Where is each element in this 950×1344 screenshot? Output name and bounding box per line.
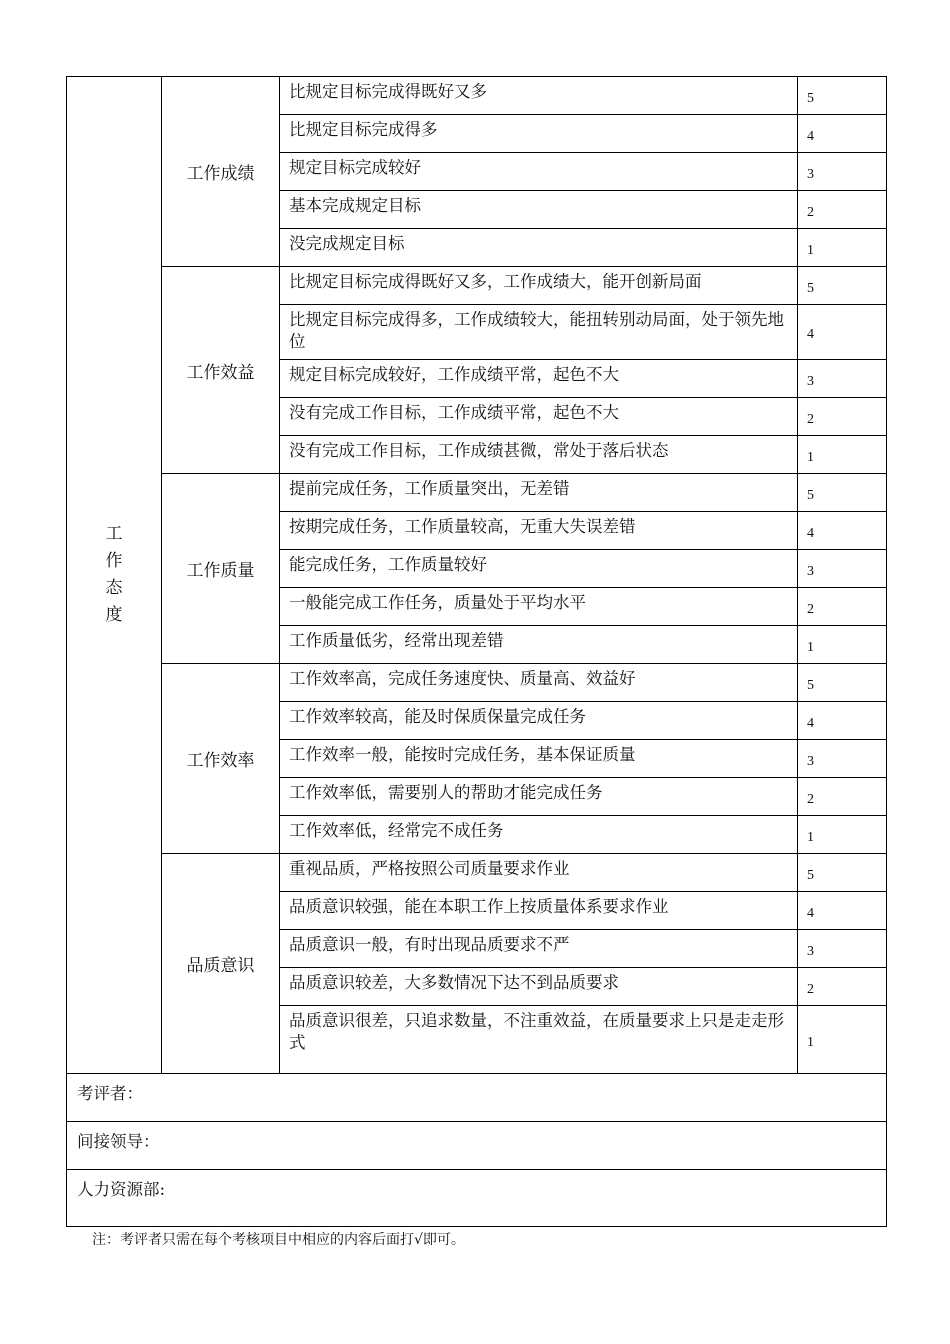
criterion-description: 比规定目标完成得多，工作成绩较大，能扭转别动局面，处于领先地位 (280, 305, 798, 360)
criterion-description: 品质意识一般，有时出现品质要求不严 (280, 930, 798, 968)
score-cell[interactable]: 1 (798, 436, 887, 474)
score-cell[interactable]: 1 (798, 816, 887, 854)
criterion-description: 重视品质，严格按照公司质量要求作业 (280, 854, 798, 892)
criterion-description: 能完成任务，工作质量较好 (280, 550, 798, 588)
score-cell[interactable]: 2 (798, 588, 887, 626)
criterion-description: 工作效率高，完成任务速度快、质量高、效益好 (280, 664, 798, 702)
footnote: 注：考评者只需在每个考核项目中相应的内容后面打√即可。 (92, 1232, 465, 1248)
table-row (67, 267, 887, 305)
criterion-description: 工作效率较高，能及时保质保量完成任务 (280, 702, 798, 740)
score-cell[interactable]: 1 (798, 229, 887, 267)
group-name: 工作效率 (162, 664, 280, 854)
score-cell[interactable]: 3 (798, 153, 887, 191)
criterion-description: 工作质量低劣，经常出现差错 (280, 626, 798, 664)
group-name: 品质意识 (162, 854, 280, 1074)
criterion-description: 品质意识较差，大多数情况下达不到品质要求 (280, 968, 798, 1006)
signature-field[interactable]: 考评者： (67, 1074, 887, 1122)
category-char: 态 (105, 578, 123, 598)
score-cell[interactable]: 4 (798, 702, 887, 740)
score-cell[interactable]: 4 (798, 512, 887, 550)
group-name: 工作质量 (162, 474, 280, 664)
group-name: 工作成绩 (162, 77, 280, 267)
criterion-description: 没有完成工作目标，工作成绩甚微，常处于落后状态 (280, 436, 798, 474)
criterion-description: 工作效率低，需要别人的帮助才能完成任务 (280, 778, 798, 816)
criterion-description: 工作效率低，经常完不成任务 (280, 816, 798, 854)
score-cell[interactable]: 2 (798, 191, 887, 229)
criterion-description: 比规定目标完成得既好又多，工作成绩大，能开创新局面 (280, 267, 798, 305)
criterion-description: 比规定目标完成得多 (280, 115, 798, 153)
score-cell[interactable]: 4 (798, 892, 887, 930)
score-cell[interactable]: 3 (798, 740, 887, 778)
signature-row (67, 1074, 887, 1122)
group-name: 工作效益 (162, 267, 280, 474)
score-cell[interactable]: 5 (798, 267, 887, 305)
score-cell[interactable]: 3 (798, 930, 887, 968)
criterion-description: 基本完成规定目标 (280, 191, 798, 229)
category-char: 度 (105, 605, 123, 625)
signature-row (67, 1170, 887, 1227)
criterion-description: 没有完成工作目标，工作成绩平常，起色不大 (280, 398, 798, 436)
category-cell (67, 77, 162, 1074)
score-cell[interactable]: 4 (798, 305, 887, 360)
criterion-description: 比规定目标完成得既好又多 (280, 77, 798, 115)
criterion-description: 一般能完成工作任务，质量处于平均水平 (280, 588, 798, 626)
score-cell[interactable]: 2 (798, 968, 887, 1006)
signature-field[interactable]: 间接领导： (67, 1122, 887, 1170)
score-cell[interactable]: 5 (798, 474, 887, 512)
criterion-description: 规定目标完成较好 (280, 153, 798, 191)
criterion-description: 品质意识较强，能在本职工作上按质量体系要求作业 (280, 892, 798, 930)
table-row (67, 474, 887, 512)
criterion-description: 品质意识很差，只追求数量，不注重效益，在质量要求上只是走走形式 (280, 1006, 798, 1074)
signature-field[interactable]: 人力资源部: (67, 1170, 887, 1227)
score-cell[interactable]: 1 (798, 1006, 887, 1074)
table-row (67, 77, 887, 115)
criterion-description: 工作效率一般，能按时完成任务，基本保证质量 (280, 740, 798, 778)
score-cell[interactable]: 1 (798, 626, 887, 664)
appraisal-form (66, 76, 886, 1227)
score-cell[interactable]: 5 (798, 854, 887, 892)
appraisal-table (66, 76, 887, 1227)
score-cell[interactable]: 3 (798, 550, 887, 588)
score-cell[interactable]: 2 (798, 778, 887, 816)
category-char: 工 (105, 524, 123, 544)
score-cell[interactable]: 2 (798, 398, 887, 436)
table-row (67, 854, 887, 892)
score-cell[interactable]: 5 (798, 77, 887, 115)
category-label (67, 521, 161, 629)
score-cell[interactable]: 3 (798, 360, 887, 398)
category-char: 作 (105, 551, 123, 571)
criterion-description: 提前完成任务，工作质量突出，无差错 (280, 474, 798, 512)
signature-row (67, 1122, 887, 1170)
score-cell[interactable]: 5 (798, 664, 887, 702)
criterion-description: 规定目标完成较好，工作成绩平常，起色不大 (280, 360, 798, 398)
table-row (67, 664, 887, 702)
criterion-description: 没完成规定目标 (280, 229, 798, 267)
criterion-description: 按期完成任务，工作质量较高，无重大失误差错 (280, 512, 798, 550)
score-cell[interactable]: 4 (798, 115, 887, 153)
